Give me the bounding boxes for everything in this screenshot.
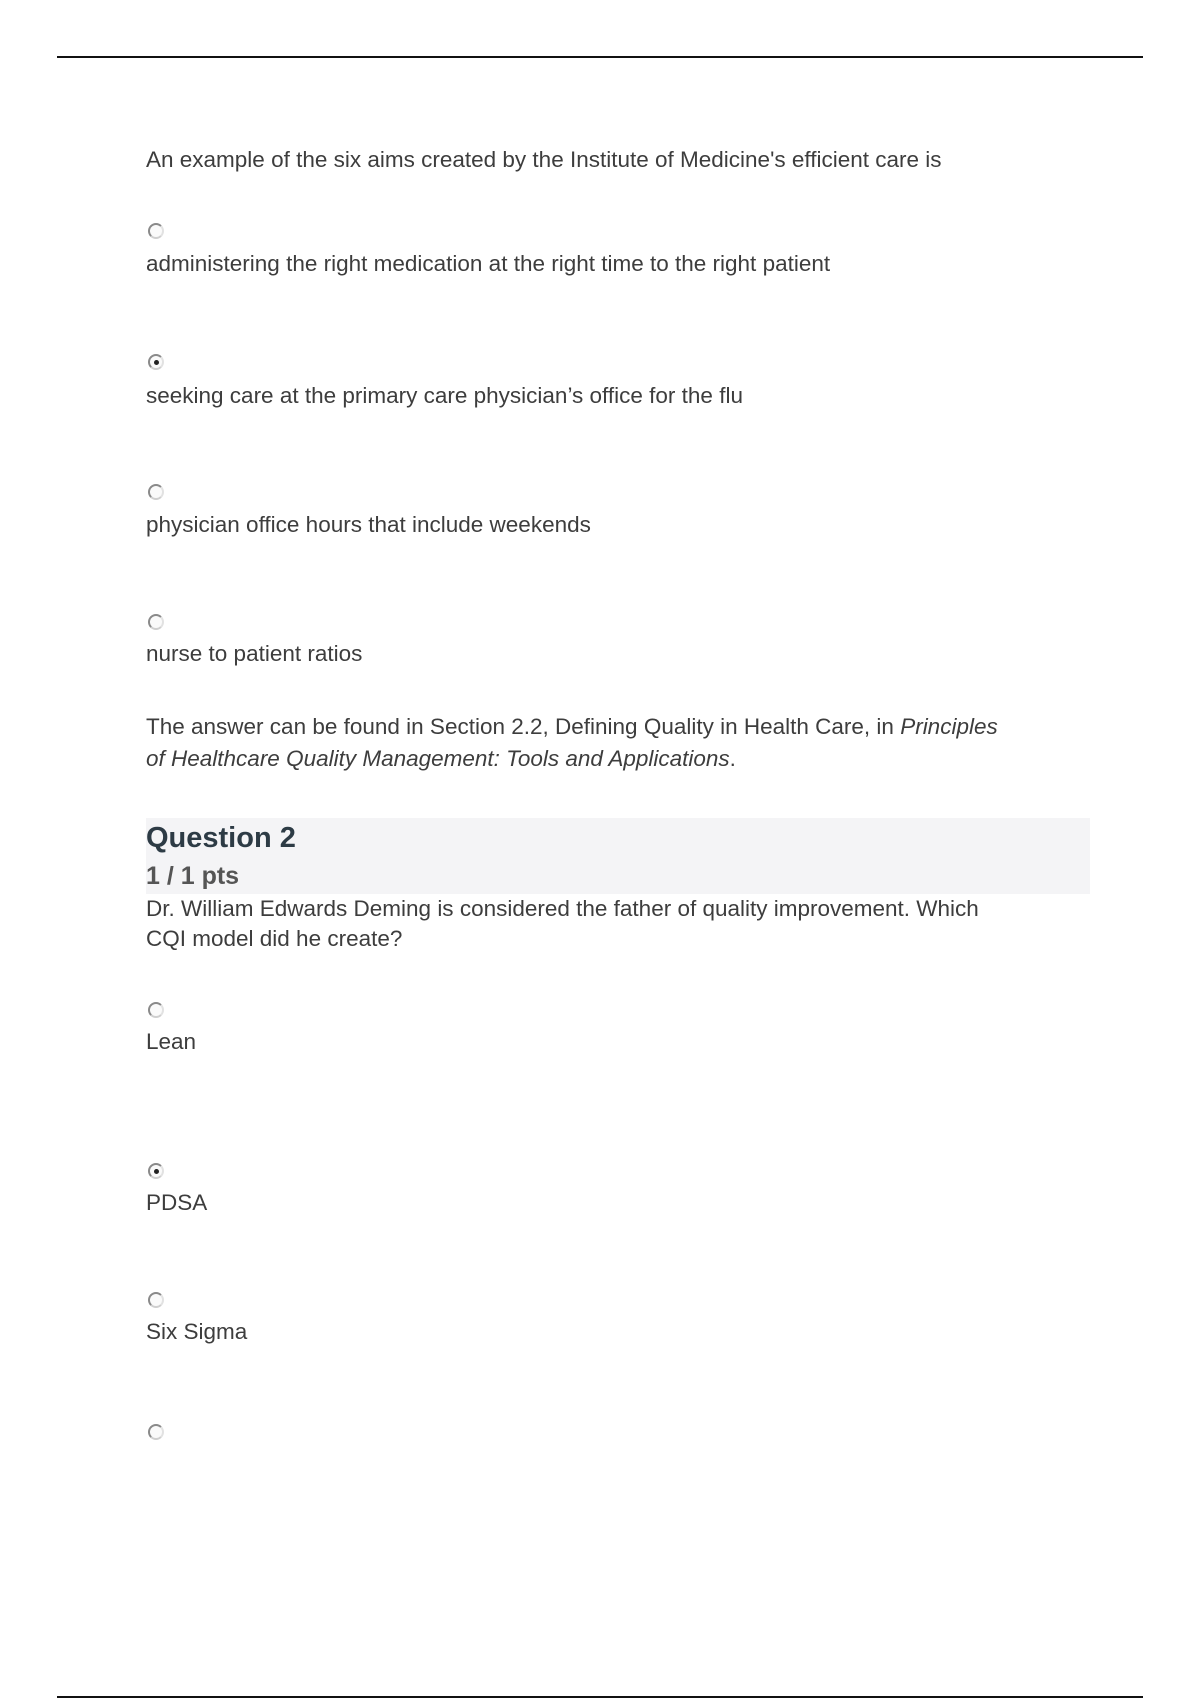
question-1-option-3-radio[interactable]	[148, 484, 164, 500]
question-2-prompt-line-2: CQI model did he create?	[146, 926, 403, 951]
question-2-option-4-radio[interactable]	[148, 1424, 164, 1440]
question-1-feedback	[146, 711, 1076, 775]
top-divider	[57, 56, 1143, 58]
question-2-option-2-label: PDSA	[146, 1190, 208, 1215]
question-1-option-3-label: physician office hours that include weekends	[146, 512, 591, 537]
question-2-points: 1 / 1 pts	[146, 862, 240, 890]
question-2-option-1-radio[interactable]	[148, 1002, 164, 1018]
book-title-part-1: Principles	[900, 714, 998, 739]
question-1-option-4-label: nurse to patient ratios	[146, 641, 363, 666]
question-2-option-3-radio[interactable]	[148, 1292, 164, 1308]
question-1-option-2-label: seeking care at the primary care physician’s office for the flu	[146, 383, 743, 408]
question-2-prompt-line-1: Dr. William Edwards Deming is considered the father of quality improvement. Which	[146, 896, 979, 921]
book-title-part-2: of Healthcare Quality Management: Tools and Applications	[146, 746, 730, 771]
question-1-option-2-radio[interactable]	[148, 354, 164, 370]
question-2-option-3-label: Six Sigma	[146, 1319, 248, 1344]
question-2-option-1-label: Lean	[146, 1029, 197, 1054]
feedback-text: The answer can be found in Section 2.2, Defining Quality in Health Care, in	[146, 714, 901, 739]
feedback-suffix: .	[729, 746, 736, 771]
bottom-divider	[57, 1696, 1143, 1698]
question-2-option-2-radio[interactable]	[148, 1163, 164, 1179]
question-1-prompt: An example of the six aims created by the Institute of Medicine's efficient care is	[146, 147, 942, 172]
question-1-option-1-label: administering the right medication at the right time to the right patient	[146, 251, 831, 276]
question-1-option-1-radio[interactable]	[148, 223, 164, 239]
question-1-option-4-radio[interactable]	[148, 614, 164, 630]
question-2-title: Question 2	[146, 822, 296, 854]
